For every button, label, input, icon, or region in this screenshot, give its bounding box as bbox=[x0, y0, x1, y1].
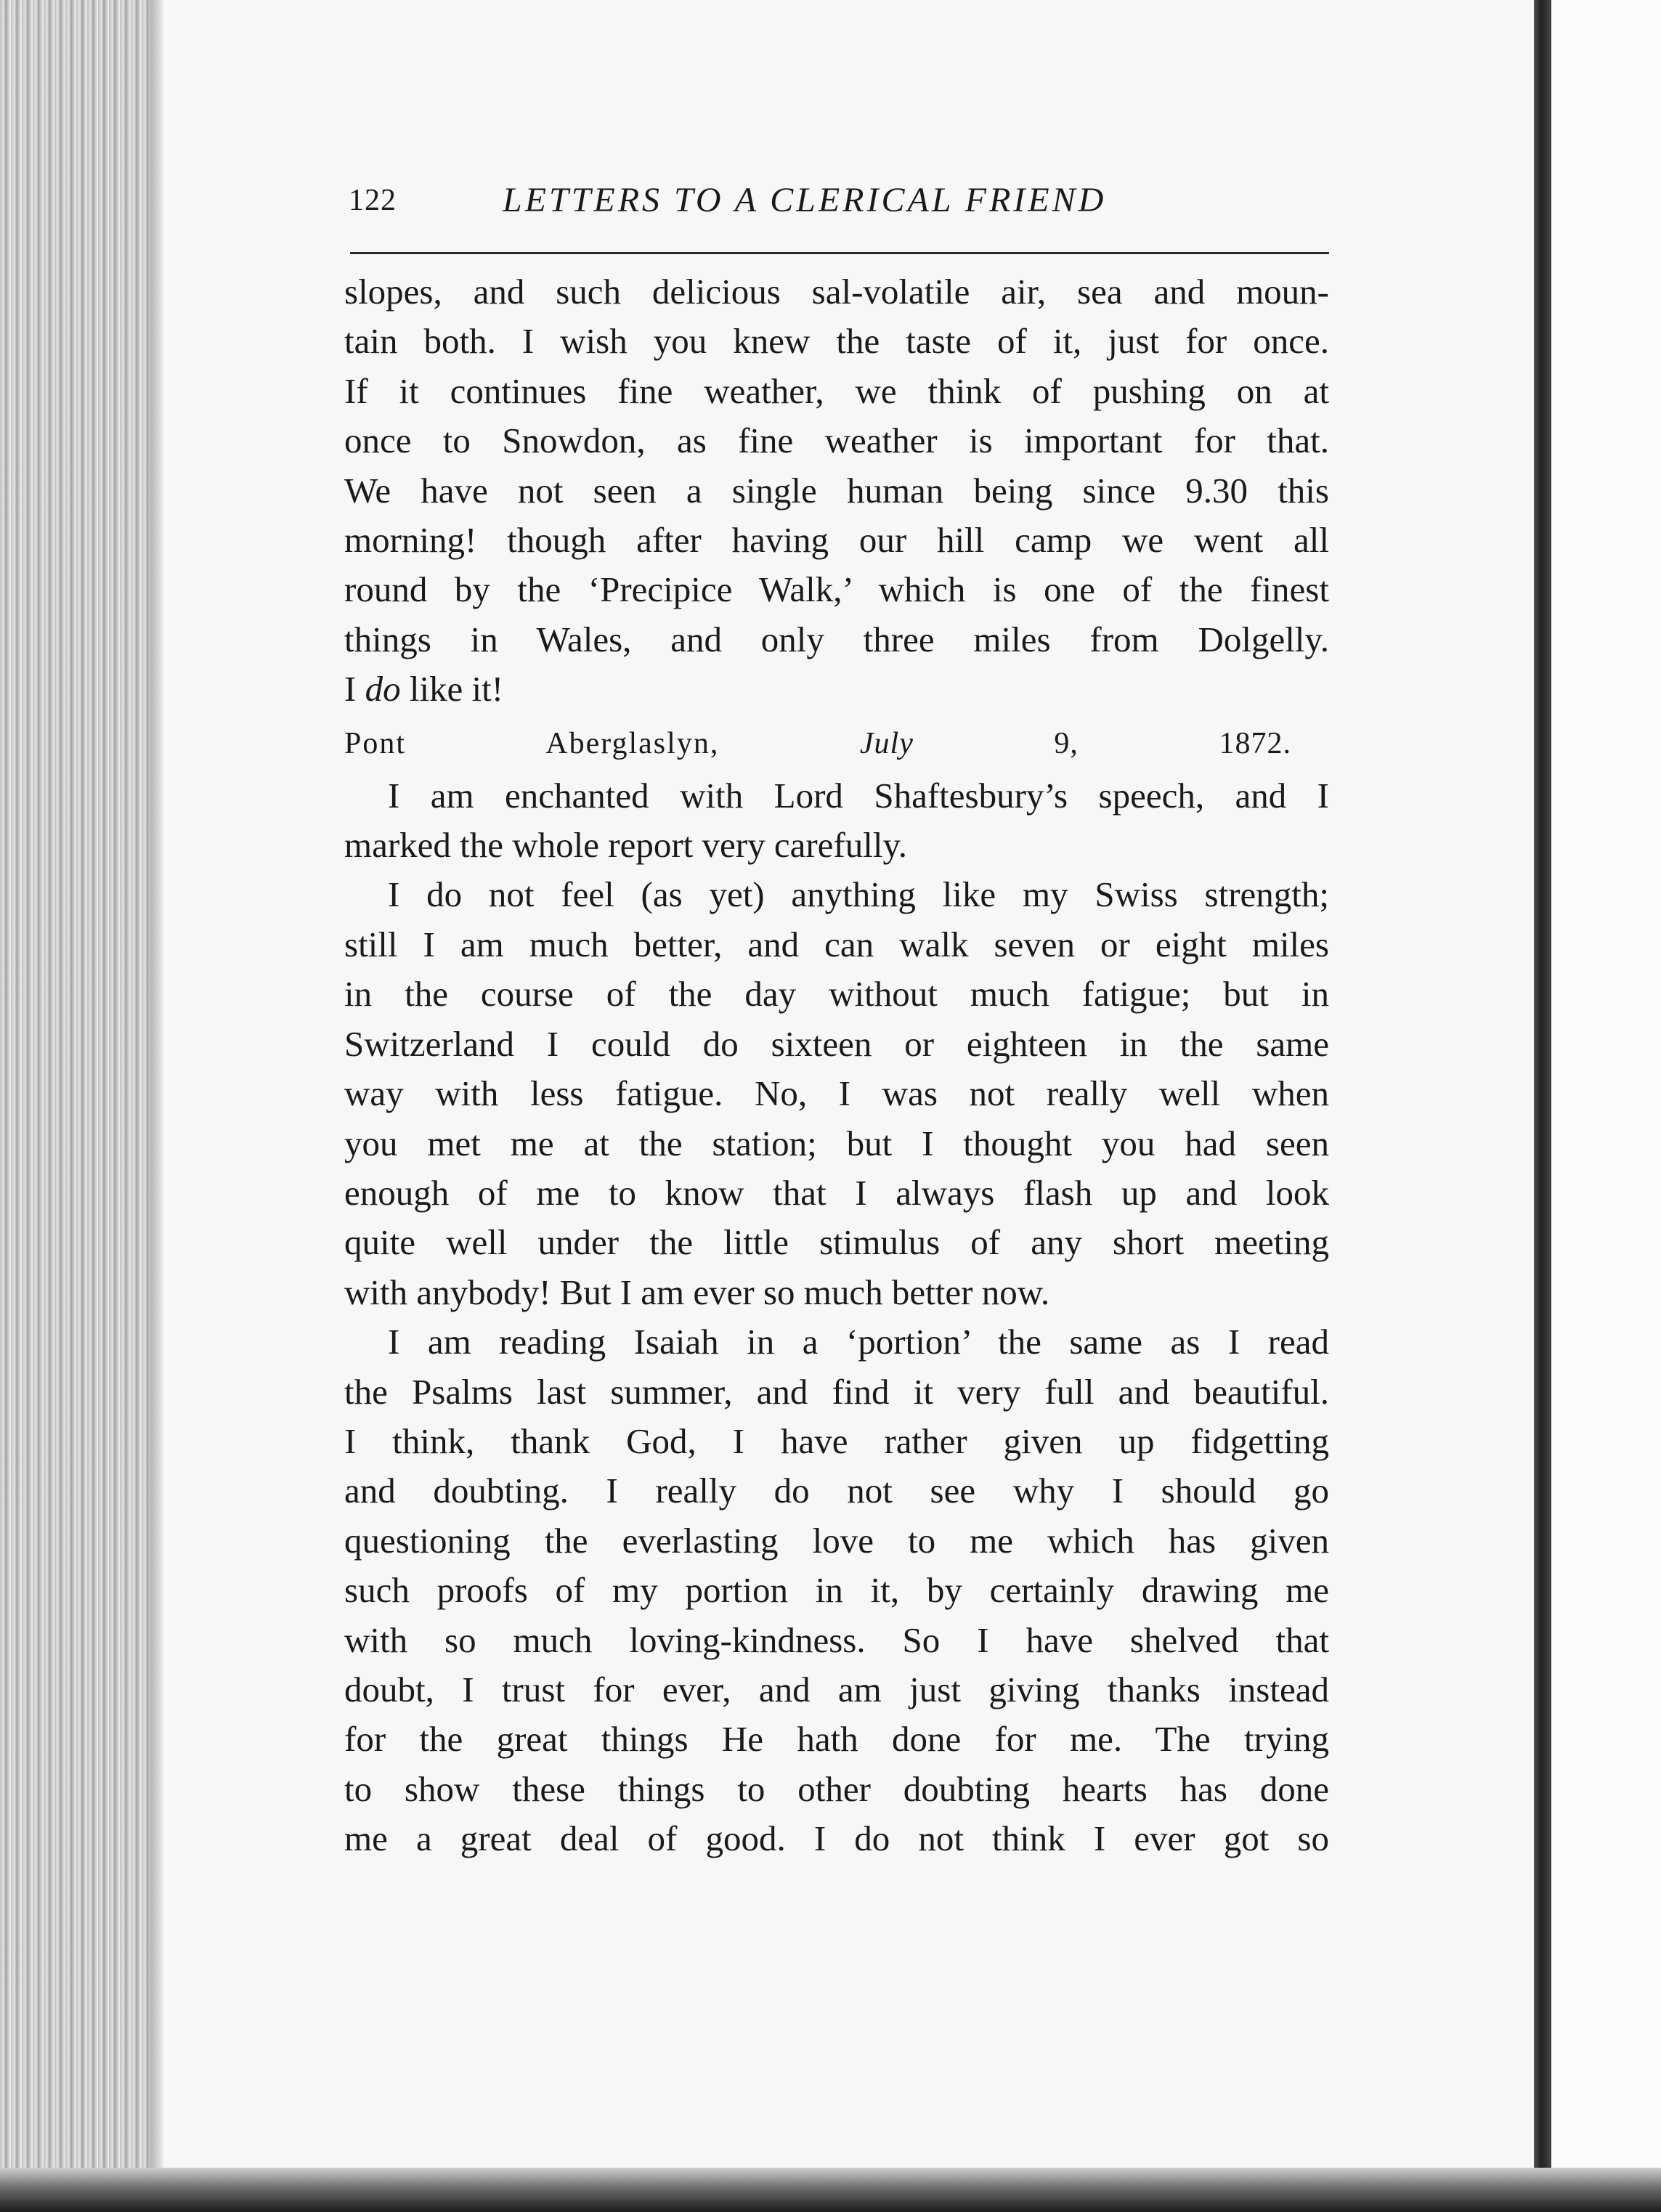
body-text bbox=[344, 267, 1329, 1864]
letter-dateline bbox=[344, 716, 1329, 771]
text-fragment: I bbox=[344, 669, 365, 709]
text-line: way with less fatigue. No, I was not really well when bbox=[344, 1073, 1329, 1114]
text-line: with so much loving-kindness. So I have shelved that bbox=[344, 1619, 1329, 1660]
text-line: questioning the everlasting love to me which has given bbox=[344, 1520, 1329, 1561]
binding-shadow bbox=[1534, 0, 1551, 2212]
text-line: I am reading Isaiah in a ‘portion’ the same as I read bbox=[388, 1322, 1329, 1362]
text-line: to show these things to other doubting hearts has done bbox=[344, 1768, 1329, 1809]
running-title: LETTERS TO A CLERICAL FRIEND bbox=[503, 181, 1107, 219]
text-line: such proofs of my portion in it, by certainly drawing me bbox=[344, 1570, 1329, 1611]
text-line: marked the whole report very carefully. bbox=[344, 825, 908, 866]
text-line: once to Snowdon, as fine weather is important for that. bbox=[344, 420, 1329, 461]
text-line: round by the ‘Precipice Walk,’ which is one of the finest bbox=[344, 569, 1329, 610]
text-line: enough of me to know that I always flash up and look bbox=[344, 1172, 1329, 1213]
text-line: slopes, and such delicious sal-volatile air, sea and moun- bbox=[344, 272, 1329, 312]
running-header bbox=[349, 183, 1336, 234]
text-line: with anybody! But I am ever so much better now. bbox=[344, 1272, 1050, 1312]
emphasis: do bbox=[365, 669, 401, 709]
right-margin bbox=[1551, 0, 1661, 2212]
dateline-day-year: 9, 1872. bbox=[913, 726, 1291, 760]
page-number: 122 bbox=[349, 184, 397, 217]
text-line: in the course of the day without much fatigue; but in bbox=[344, 974, 1329, 1014]
text-line: you met me at the station; but I thought you had seen bbox=[344, 1123, 1329, 1163]
bottom-shadow bbox=[0, 2168, 1661, 2212]
text-line: still I am much better, and can walk seven or eight miles bbox=[344, 924, 1329, 964]
text-line: quite well under the little stimulus of any short meeting bbox=[344, 1222, 1329, 1263]
dateline-month: July bbox=[859, 726, 914, 760]
text-line: the Psalms last summer, and find it very full and beautiful. bbox=[344, 1371, 1329, 1412]
dateline-place: Pont Aberglaslyn, bbox=[344, 726, 720, 760]
header-rule bbox=[350, 252, 1329, 254]
text-line: I do not feel (as yet) anything like my Swiss strength; bbox=[388, 874, 1329, 915]
text-line: We have not seen a single human being since 9.30 this bbox=[344, 470, 1329, 511]
text-line: me a great deal of good. I do not think I ever got so bbox=[344, 1818, 1329, 1859]
text-fragment: like it! bbox=[400, 669, 504, 709]
text-line: Switzerland I could do sixteen or eighteen in the same bbox=[344, 1023, 1329, 1064]
text-line: and doubting. I really do not see why I should go bbox=[344, 1471, 1329, 1511]
text-line: things in Wales, and only three miles from Dolgelly. bbox=[344, 619, 1329, 659]
text-line: I think, thank God, I have rather given up fidgetting bbox=[344, 1420, 1329, 1461]
text-line bbox=[344, 664, 1329, 714]
text-line: doubt, I trust for ever, and am just giving thanks instead bbox=[344, 1669, 1329, 1709]
text-line: morning! though after having our hill camp we went all bbox=[344, 520, 1329, 561]
text-line: If it continues fine weather, we think of pushing on at bbox=[344, 370, 1329, 411]
stacked-page-edges bbox=[0, 0, 163, 2212]
text-line: I am enchanted with Lord Shaftesbury’s speech, and I bbox=[388, 775, 1329, 816]
text-line: for the great things He hath done for me. The trying bbox=[344, 1719, 1329, 1760]
text-line: tain both. I wish you knew the taste of it, just for once. bbox=[344, 321, 1329, 362]
